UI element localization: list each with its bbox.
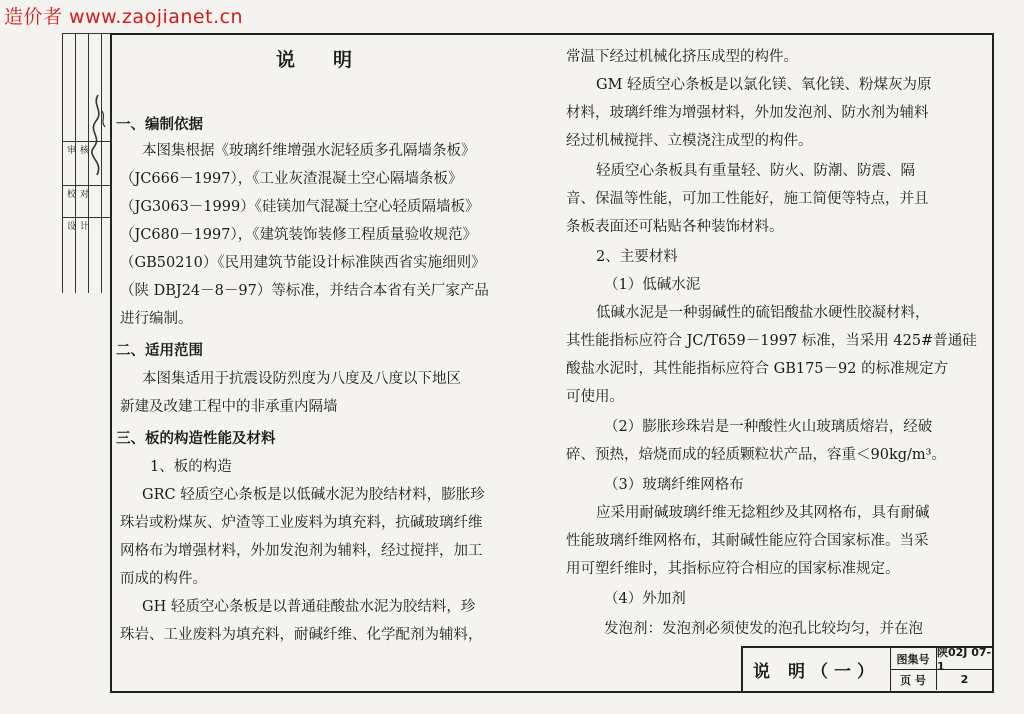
text-line: 用可塑纤维时，其指标应符合相应的国家标准规定。 (566, 561, 900, 577)
text-line: 低碱水泥是一种弱碱性的硫铝酸盐水硬性胶凝材料， (596, 305, 930, 321)
text-line: 1、板的构造 (150, 459, 232, 475)
binding-cell: 对 (78, 189, 88, 198)
text-line: GRC 轻质空心条板是以低碱水泥为胶结材料，膨胀珍 (142, 487, 485, 503)
binding-cell: 校 (65, 189, 75, 198)
title-block (741, 646, 992, 691)
text-line: 2、主要材料 (596, 249, 678, 265)
binding-strip (62, 33, 110, 293)
section-heading: 二、适用范围 (116, 343, 203, 359)
atlas-number-label: 图集号 (890, 648, 937, 669)
text-line: （1）低碱水泥 (604, 277, 701, 293)
text-line: （2）膨胀珍珠岩是一种酸性火山玻璃质熔岩，经破 (604, 419, 933, 435)
page-title: 说明 (276, 49, 391, 71)
text-line: 性能玻璃纤维网格布，其耐碱性能应符合国家标准。当采 (566, 533, 929, 549)
binding-cell: 审 (65, 145, 75, 154)
text-line: 轻质空心条板具有重量轻、防火、防潮、防震、隔 (596, 163, 915, 179)
text-line: 经过机械搅拌、立模浇注成型的构件。 (566, 133, 813, 149)
text-line: 而成的构件。 (120, 571, 207, 587)
text-line: （GB50210）《民用建筑节能设计标准陕西省实施细则》 (120, 255, 486, 271)
binding-cell: 计 (78, 221, 88, 230)
text-line: 常温下经过机械化挤压成型的构件。 (566, 49, 798, 65)
page-number-label: 页 号 (890, 669, 937, 690)
text-line: （JC680－1997），《建筑装饰装修工程质量验收规范》 (120, 227, 477, 243)
text-line: 进行编制。 (120, 311, 193, 327)
binding-cell: 核 (78, 145, 88, 154)
text-line: 新建及改建工程中的非承重内隔墙 (120, 399, 338, 415)
text-line: 应采用耐碱玻璃纤维无捻粗纱及其网格布，具有耐碱 (596, 505, 930, 521)
text-line: 酸盐水泥时，其性能指标应符合 GB175－92 的标准规定方 (566, 361, 949, 377)
section-heading: 三、板的构造性能及材料 (116, 431, 276, 447)
text-line: 可使用。 (566, 389, 624, 405)
text-line: 本图集适用于抗震设防烈度为八度及八度以下地区 (142, 371, 461, 387)
text-line: （3）玻璃纤维网格布 (604, 477, 744, 493)
text-line: 本图集根据《玻璃纤维增强水泥轻质多孔隔墙条板》 (142, 143, 476, 159)
text-line: GH 轻质空心条板是以普通硅酸盐水泥为胶结料，珍 (142, 599, 476, 615)
text-line: （4）外加剂 (604, 591, 686, 607)
text-line: 其性能指标应符合 JC/T659－1997 标准，当采用 425#普通硅 (566, 333, 977, 349)
section-heading: 一、编制依据 (116, 117, 203, 133)
atlas-number-value: 陕02J 07-1 (937, 646, 992, 673)
text-line: （陕 DBJ24－8－97）等标准，并结合本省有关厂家产品 (120, 283, 489, 299)
text-line: 珠岩或粉煤灰、炉渣等工业废料为填充料，抗碱玻璃纤维 (120, 515, 483, 531)
document-frame (110, 33, 994, 693)
page-number-value: 2 (960, 673, 969, 686)
text-line: 碎、预热，焙烧而成的轻质颗粒状产品，容重＜90kg/m³。 (566, 447, 946, 463)
text-line: 材料，玻璃纤维为增强材料，外加发泡剂、防水剂为辅料 (566, 105, 929, 121)
text-line: GM 轻质空心条板是以氯化镁、氧化镁、粉煤灰为原 (596, 77, 932, 93)
title-block-title: 说 明（一） (743, 648, 891, 691)
text-line: 发泡剂：发泡剂必须使发的泡孔比较均匀，并在泡 (604, 621, 923, 637)
text-line: 网格布为增强材料，外加发泡剂为辅料，经过搅拌，加工 (120, 543, 483, 559)
text-line: 条板表面还可粘贴各种装饰材料。 (566, 219, 784, 235)
text-line: 珠岩、工业废料为填充料，耐碱纤维、化学配剂为辅料， (120, 627, 483, 643)
text-line: （JC666－1997），《工业灰渣混凝土空心隔墙条板》 (120, 171, 463, 187)
text-line: 音、保温等性能，可加工性能好，施工简便等特点，并且 (566, 191, 929, 207)
signature-mark (88, 91, 110, 181)
text-line: （JG3063－1999）《硅镁加气混凝土空心轻质隔墙板》 (120, 199, 480, 215)
binding-cell: 设 (65, 221, 75, 230)
site-watermark: 造价者 www.zaojianet.cn (4, 6, 244, 28)
